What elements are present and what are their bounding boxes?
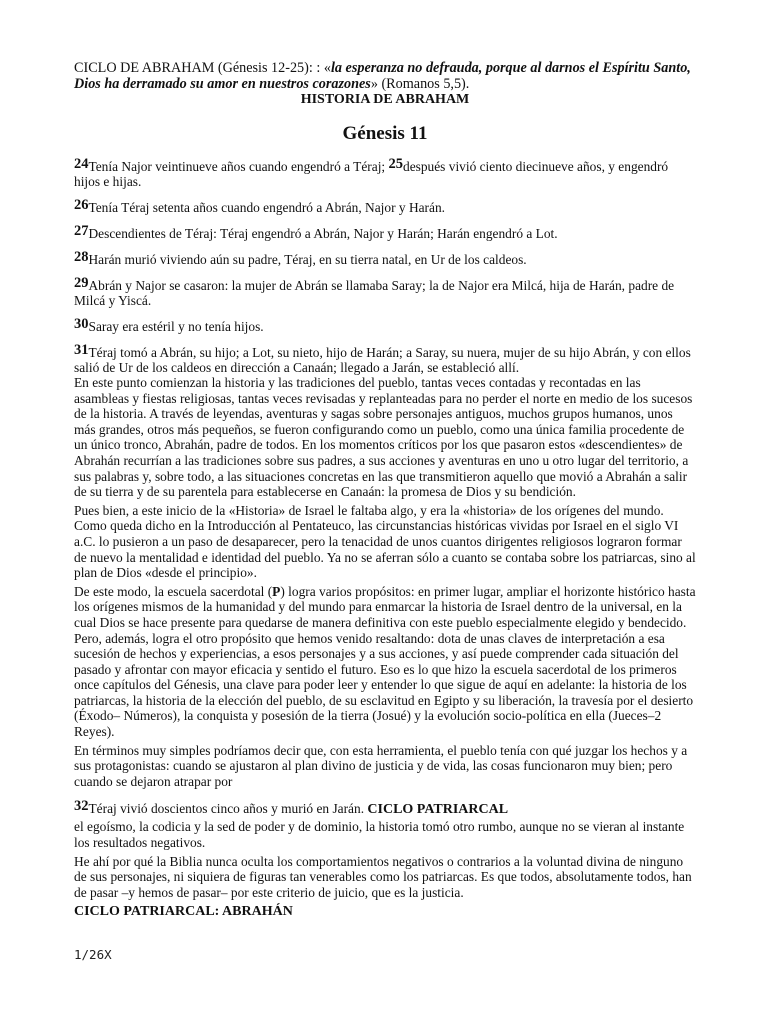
section-title: CICLO PATRIARCAL: ABRAHÁN xyxy=(74,904,293,920)
verse-text: Tenía Téraj setenta años cuando engendró a Abrán, Najor y Harán. xyxy=(88,200,445,215)
verse-number: 26 xyxy=(74,197,89,213)
verse-text: Descendientes de Téraj: Téraj engendró a Abrán, Najor y Harán; Harán engendró a Lot. xyxy=(88,226,558,241)
commentary-paragraph-1: En este punto comienzan la historia y las tradiciones del pueblo, tantas veces contadas y recontadas en las asambleas y fiestas religiosas, tantas veces revisadas y replanteadas para no perder el norte en medio de los sucesos de la historia. A través de leyendas, aventuras y sagas sobre personajes antiguos, muchos grupos humanos, unos más grandes, otros más pequeños, se fueron configurando como un pueblo, como una única familia procedente de un único tronco, Abrahán, padre de todos. En los momentos críticos por los que pasaron estos «descendientes» de Abrahán recurrían a las tradiciones sobre sus padres, a sus acciones y aventuras en uno u otro lugar del territorio, a sus palabras y, sobre todo, a las situaciones concretas en las que transmitieron aquello que movió a Abrahán a salir de su tierra y de su parentela para establecerse en Canaán: la promesa de Dios y su bendición. xyxy=(74,375,693,500)
verse-28 xyxy=(74,250,696,267)
intro-quote: la esperanza no defrauda, porque al darnos el Espíritu Santo, Dios ha derramado su amor en nuestros corazones xyxy=(74,60,691,92)
chapter-title: Génesis 11 xyxy=(342,123,428,144)
verse-number: 27 xyxy=(74,223,89,239)
verse-number: 30 xyxy=(74,316,89,332)
verse-number: 25 xyxy=(388,156,403,172)
source-p-label: P xyxy=(272,583,281,599)
verse-29 xyxy=(74,276,696,308)
commentary-paragraph-2: Pues bien, a este inicio de la «Historia» de Israel le faltaba algo, y era la «historia» de los orígenes del mundo. Como queda dicho en la Introducción al Pentateuco, las circunstancias históricas vividas por Israel en el siglo VI a.C. lo pusieron a un paso de desaparecer, pero la tenacidad de unos cuantos dirigentes religiosos lograron formar de nuevo la mentalidad e identidad del pueblo. Ya no se aferran sólo a cuanto se contaba sobre los patriarcas, sino al plan de Dios «desde el principio». xyxy=(74,502,696,581)
intro-prefix: CICLO DE ABRAHAM (Génesis 12-25): : « xyxy=(74,60,331,76)
verse-text: Tenía Najor veintinueve años cuando engendró a Téraj; xyxy=(88,159,389,174)
commentary-text: ) logra varios propósitos: en primer lugar, ampliar el horizonte histórico hasta los orígenes mismos de la humanidad y del mundo para enmarcar la historia de Israel dentro de la universal, en la cual Dios se hace presente para quedarse de manera definitiva con este pueblo especialmente elegido y bendecido. Pero, además, logra el otro propósito que hemos venido resaltando: dota de unas claves de interpretación a esa sucesión de hechos y experiencias, a esos personajes y a sus acciones, y así puede comprender cada situación del pasado y afrontar con mayor eficacia y sentido el futuro. Eso es lo que hizo la escuela sacerdotal de los primeros once capítulos del Génesis, una clave para poder leer y entender lo que sigue de aquí en adelante: la historia de los patriarcas, la historia de la elección del pueblo, de su esclavitud en Egipto y su liberación, la travesía por el desierto (Éxodo– Números), la conquista y posesión de la tierra (Josué) y la evolución socio-política en ella (Jueces–2 Reyes). xyxy=(74,583,696,740)
commentary-paragraph-5: el egoísmo, la codicia y la sed de poder y de dominio, la historia tomó otro rumbo, aunque no se vieran al instante los resultados negativos. xyxy=(74,819,685,851)
verse-text: Saray era estéril y no tenía hijos. xyxy=(88,319,264,334)
verse-text: Téraj vivió doscientos cinco años y murió en Jarán. xyxy=(88,801,368,817)
verse-24 xyxy=(74,157,696,189)
intro-paragraph xyxy=(74,60,696,92)
verse-text: Abrán y Najor se casaron: la mujer de Abrán se llamaba Saray; la de Najor era Milcá, hija de Harán, padre de Milcá y Yiscá. xyxy=(74,278,675,308)
verse-text: Téraj tomó a Abrán, su hijo; a Lot, su nieto, hijo de Harán; a Saray, su nuera, mujer de su hijo Abrán, y con ellos salió de Ur de los caldeos en dirección a Canaán; llegado a Jarán, se estableció allí. xyxy=(74,345,691,375)
document-page xyxy=(74,60,696,920)
verse-number: 24 xyxy=(74,156,89,172)
verse-31 xyxy=(74,343,696,375)
verse-number: 31 xyxy=(74,342,89,358)
verse-27 xyxy=(74,224,696,241)
commentary-paragraph-6: He ahí por qué la Biblia nunca oculta los comportamientos negativos o contrarios a la voluntad divina de ninguno de sus personajes, ni siquiera de figuras tan venerables como los patriarcas. Es que todos, absolutamente todos, han de pasar –y hemos de pasar– por este criterio de juicio, que es la justicia. xyxy=(74,853,692,900)
verse-30 xyxy=(74,317,696,334)
verse-32 xyxy=(74,799,696,817)
verse-number: 32 xyxy=(74,798,89,815)
inline-section-heading: CICLO PATRIARCAL xyxy=(367,802,509,818)
commentary-text: De este modo, la escuela sacerdotal ( xyxy=(74,583,273,599)
history-title: HISTORIA DE ABRAHAM xyxy=(300,92,470,107)
verse-26 xyxy=(74,198,696,215)
commentary-paragraph-3 xyxy=(74,584,696,740)
verse-number: 28 xyxy=(74,249,89,265)
intro-suffix: » (Romanos 5,5). xyxy=(370,76,470,92)
commentary-paragraph-4: En términos muy simples podríamos decir que, con esta herramienta, el pueblo tenía con qué juzgar los hechos y a sus protagonistas: cuando se ajustaron al plan divino de justicia y de vida, las cosas funcionaron muy bien; pero cuando se dejaron atrapar por xyxy=(74,742,688,789)
verse-text: Harán murió viviendo aún su padre, Téraj, en su tierra natal, en Ur de los caldeos. xyxy=(88,252,527,267)
page-number: 1/26X xyxy=(74,947,112,962)
verse-number: 29 xyxy=(74,275,89,291)
verse-text: después vivió ciento diecinueve años, y engendró hijos e hijas. xyxy=(74,159,669,189)
